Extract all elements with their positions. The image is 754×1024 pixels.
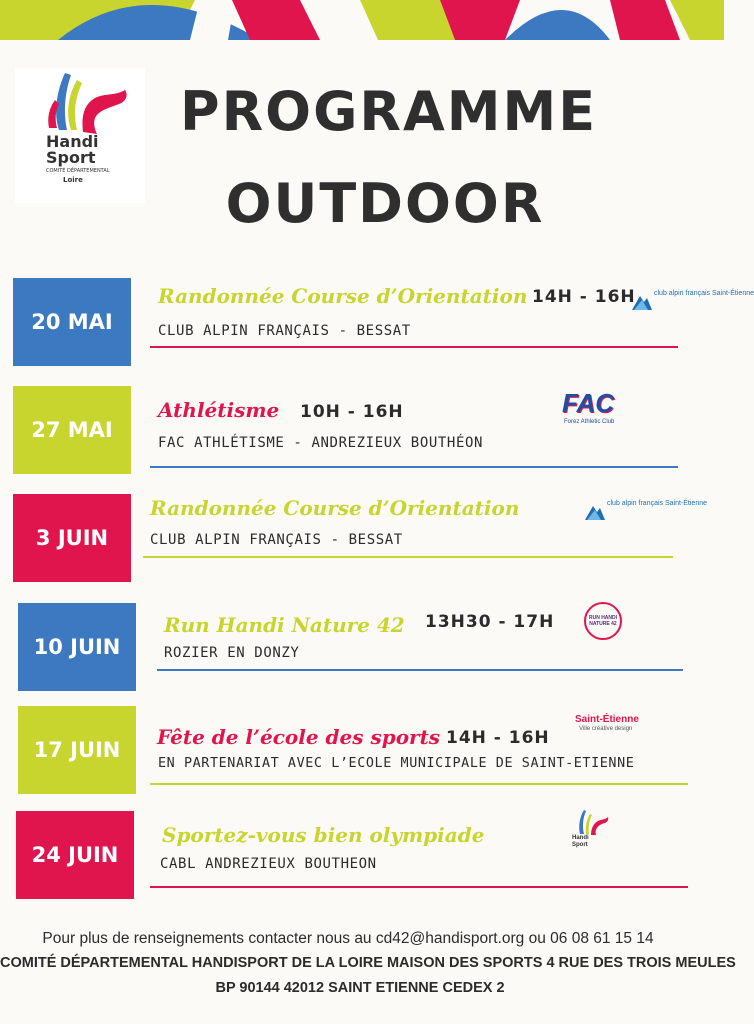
event-place: EN PARTENARIAT AVEC L’ECOLE MUNICIPALE DE SAINT-ETIENNE <box>158 756 635 771</box>
event-time: 14H - 16H <box>532 287 636 307</box>
event-activity: Randonnée Course d’Orientation <box>150 496 520 520</box>
event-time: 10H - 16H <box>300 402 404 422</box>
event-place: CLUB ALPIN FRANÇAIS - BESSAT <box>158 323 411 339</box>
date-badge-10-juin: 10 JUIN <box>18 603 136 691</box>
divider-line <box>150 886 688 888</box>
footer-address-line2: BP 90144 42012 SAINT ETIENNE CEDEX 2 <box>215 980 505 996</box>
logo-comite-text: COMITÉ DÉPARTEMENTAL <box>46 168 110 174</box>
event-place: CABL ANDREZIEUX BOUTHEON <box>160 856 377 872</box>
divider-line <box>150 346 678 348</box>
partner-name: club alpin français Saint-Étienne <box>654 290 754 297</box>
divider-line <box>157 669 683 671</box>
date-badge-20-mai: 20 MAI <box>13 278 131 366</box>
partner-name: RUN HANDI NATURE 42 <box>588 615 618 627</box>
event-activity: Sportez-vous bien olympiade <box>162 823 485 847</box>
decorative-top-band <box>0 0 724 40</box>
partner-name: FAC <box>562 388 614 418</box>
handisport-small-logo <box>570 808 610 854</box>
event-place: FAC ATHLÉTISME - ANDREZIEUX BOUTHÉON <box>158 435 484 451</box>
divider-line <box>143 556 673 558</box>
event-time: 13H30 - 17H <box>425 612 555 632</box>
event-time: 14H - 16H <box>446 728 550 748</box>
page-title-line1: PROGRAMME <box>180 80 598 143</box>
footer-contact: Pour plus de renseignements contacter nous au cd42@handisport.org ou 06 08 61 15 14 <box>42 930 654 947</box>
date-badge-3-juin: 3 JUIN <box>13 494 131 582</box>
logo-handi-text: Handi <box>46 132 99 151</box>
partner-name: Saint-Étienne <box>575 714 639 725</box>
logo-loire-text: Loire <box>63 176 83 184</box>
date-badge-24-juin: 24 JUIN <box>16 811 134 899</box>
run-handi-nature-logo <box>584 602 622 640</box>
handisport-emblem-icon <box>15 68 145 138</box>
page-title-line2: OUTDOOR <box>225 172 545 235</box>
partner-name: Handi Sport <box>572 835 589 848</box>
date-badge-17-juin: 17 JUIN <box>18 706 136 794</box>
logo-sport-text: Sport <box>46 148 96 167</box>
event-activity: Randonnée Course d’Orientation <box>158 284 528 308</box>
event-place: CLUB ALPIN FRANÇAIS - BESSAT <box>150 532 403 548</box>
event-activity: Fête de l’école des sports <box>157 725 441 749</box>
divider-line <box>150 783 688 785</box>
event-activity: Athlétisme <box>158 398 280 422</box>
footer-address-line1: COMITÉ DÉPARTEMENTAL HANDISPORT DE LA LOIRE MAISON DES SPORTS 4 RUE DES TROIS MEULES <box>0 955 736 971</box>
divider-line <box>150 466 678 468</box>
partner-name: club alpin français Saint-Étienne <box>607 500 708 507</box>
date-badge-27-mai: 27 MAI <box>13 386 131 474</box>
event-activity: Run Handi Nature 42 <box>164 613 405 637</box>
mountain-icon <box>632 292 652 310</box>
partner-subtitle: Ville créative design <box>579 726 633 732</box>
handisport-emblem-icon <box>570 808 610 836</box>
partner-subtitle: Forez Athletic Club <box>564 419 615 425</box>
handisport-logo <box>15 68 145 203</box>
event-place: ROZIER EN DONZY <box>164 645 300 661</box>
mountain-icon <box>585 502 605 520</box>
